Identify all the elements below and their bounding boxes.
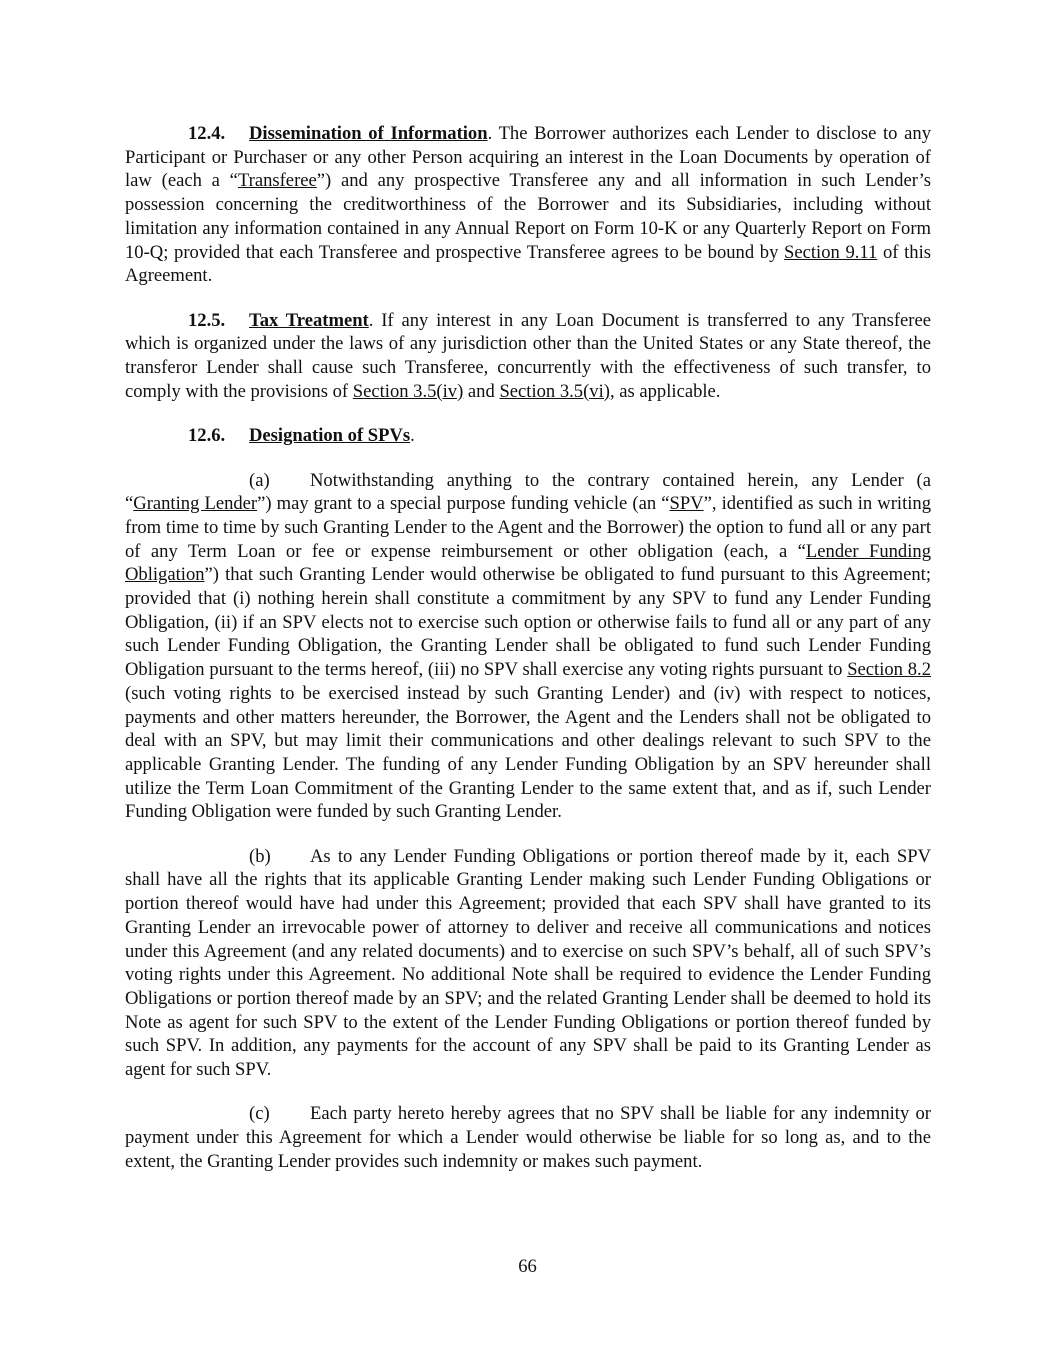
body-text: , as applicable.	[609, 380, 721, 402]
body-text: Each party hereto hereby agrees that no SPV shall be liable for any indemnity or payment under this Agreement for which a Lender would otherwise be liable for so long as, and to the extent, the Granting Lender provides such indemnity or makes such payment.	[125, 1103, 931, 1172]
subsection-a	[125, 469, 931, 825]
body-text: .	[410, 425, 415, 447]
section-12-5	[125, 309, 931, 404]
section-reference: Section 3.5(vi)	[499, 380, 610, 402]
body-text: ”, identified as such in writing from time to time by such Granting Lender to the Agent and the Borrower) the option to fund all or any part of any Term Loan or fee or expense reimbursement or other obligation (each, a “	[125, 493, 931, 562]
section-12-4	[125, 122, 931, 288]
body-text: ”) and any prospective Transferee any and all information in such Lender’s possession concerning the creditworthiness of the Borrower and its Subsidiaries, including without limitation any information contained in any Annual Report on Form 10-K or any Quarterly Report on Form 10-Q; provided that each Transferee and prospective Transferee agrees to be bound by	[125, 170, 932, 263]
body-text: Notwithstanding anything to the contrary contained herein, any Lender (a “	[125, 469, 931, 515]
section-reference: Section 3.5(iv)	[352, 380, 464, 402]
subsection-b	[125, 845, 931, 1082]
defined-term-spv: SPV	[669, 493, 704, 515]
section-reference: Section 9.11	[784, 241, 878, 263]
section-heading: Dissemination of Information	[249, 123, 488, 144]
document-page	[125, 122, 931, 1194]
subsection-label: (c)	[249, 1103, 270, 1125]
body-text: As to any Lender Funding Obligations or portion thereof made by it, each SPV shall have all the rights that its applicable Granting Lender making such Lender Funding Obligations or portion thereof would have had under this Agreement; provided that each SPV shall have granted to its Granting Lender an irrevocable power of attorney to deliver and receive all communications and notices under this Agreement (and any related documents) and to exercise on such SPV’s behalf, all of such SPV’s voting rights under this Agreement. No additional Note shall be required to evidence the Lender Funding Obligations or portion thereof made by an SPV; and the related Granting Lender shall be deemed to hold its Note as agent for such SPV to the extent of the Lender Funding Obligations or portion thereof funded by such SPV. In addition, any payments for the account of any SPV shall be paid to its Granting Lender as agent for such SPV.	[125, 845, 931, 1081]
section-number: 12.5.	[188, 309, 226, 331]
body-text: and	[463, 380, 500, 402]
section-reference: Section 8.2	[847, 659, 932, 681]
body-text: ”) that such Granting Lender would otherwise be obligated to fund pursuant to this Agreement; provided that (i) nothing herein shall constitute a commitment by any SPV to fund any Lender Funding Obligation, (ii) if an SPV elects not to exercise such option or otherwise fails to fund all or any part of any such Lender Funding Obligation, the Granting Lender shall be obligated to fund such Lender Funding Obligation pursuant to the terms hereof, (iii) no SPV shall exercise any voting rights pursuant to	[125, 564, 931, 681]
page-number: 66	[518, 1256, 537, 1277]
subsection-label: (a)	[249, 469, 270, 491]
body-text: . The Borrower authorizes each Lender to disclose to any Participant or Purchaser or any other Person acquiring an interest in the Loan Documents by operation of law (each a “	[125, 123, 931, 192]
subsection-c	[125, 1102, 931, 1173]
body-text: ”) may grant to a special purpose funding vehicle (an “	[257, 493, 670, 515]
subsection-label: (b)	[249, 845, 271, 867]
section-heading: Tax Treatment	[249, 309, 369, 331]
defined-term-transferee: Transferee	[237, 170, 317, 192]
body-text: . If any interest in any Loan Document is transferred to any Transferee which is organized under the laws of any jurisdiction other than the United States or any State thereof, the transferor Lender shall cause such Transferee, concurrently with the effectiveness of such transfer, to comply with the provisions of	[125, 309, 932, 402]
defined-term-granting-lender: Granting Lender	[133, 493, 258, 515]
body-text: (such voting rights to be exercised instead by such Granting Lender) and (iv) with respect to notices, payments and other matters hereunder, the Borrower, the Agent and the Lenders shall not be obligated to deal with an SPV, but may limit their communications and other dealings relevant to such SPV to the applicable Granting Lender. The funding of any Lender Funding Obligation by an SPV hereunder shall utilize the Term Loan Commitment of the Granting Lender to the same extent that, and as if, such Lender Funding Obligation were funded by such Granting Lender.	[125, 682, 931, 823]
section-number: 12.6.	[188, 425, 226, 447]
section-12-6	[125, 424, 931, 448]
body-text: of this Agreement.	[125, 241, 931, 287]
defined-term-lender-funding-obligation: Lender Funding Obligation	[125, 540, 931, 586]
section-heading: Designation of SPVs	[249, 425, 411, 447]
section-number: 12.4.	[188, 123, 226, 144]
